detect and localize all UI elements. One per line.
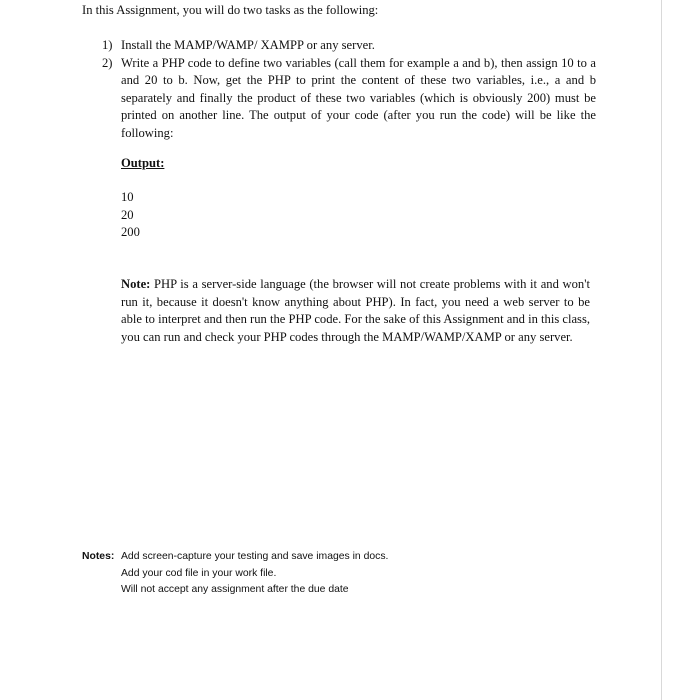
notes-line: Add your cod file in your work file. [121, 567, 277, 579]
output-value: 10 [121, 190, 134, 204]
task-item [96, 55, 596, 143]
intro-text: In this Assignment, you will do two tasks as the following: [82, 3, 379, 17]
output-value: 200 [121, 225, 140, 240]
task-number: 2) [102, 55, 113, 70]
notes-line: Will not accept any assignment after the due date [121, 584, 349, 595]
output-values [121, 189, 140, 242]
task-item [96, 37, 596, 55]
task-text: Write a PHP code to define two variables (call them for example a and b), then assign 10 to a and 20 to b. Now, get the PHP to print the content of these two variables, i.e., a and b separately and finally the product of these two variables (which is obviously 200) must be printed on another line. The output of your code (after you run the code) will be like the following: [121, 55, 596, 140]
notes-list [121, 549, 521, 599]
output-value: 20 [121, 207, 134, 222]
task-number: 1) [102, 38, 113, 52]
task-text: Install the MAMP/WAMP/ XAMPP or any server. [121, 38, 375, 52]
notes-line: Add screen-capture your testing and save images in docs. [121, 551, 389, 562]
note-paragraph [121, 276, 590, 346]
output-heading: Output: [121, 156, 165, 170]
note-text: PHP is a server-side language (the browser will not create problems with it and won't run it, because it doesn't know anything about PHP). In fact, you need a web server to be able to interpret and then run the PHP code. For the sake of this Assignment and in this class, you can run and check your PHP codes through the MAMP/WAMP/XAMP or any server. [121, 277, 590, 344]
notes-label: Notes: [82, 551, 115, 562]
page-edge [661, 0, 662, 700]
note-label: Note: [121, 277, 151, 291]
task-list [96, 37, 596, 143]
